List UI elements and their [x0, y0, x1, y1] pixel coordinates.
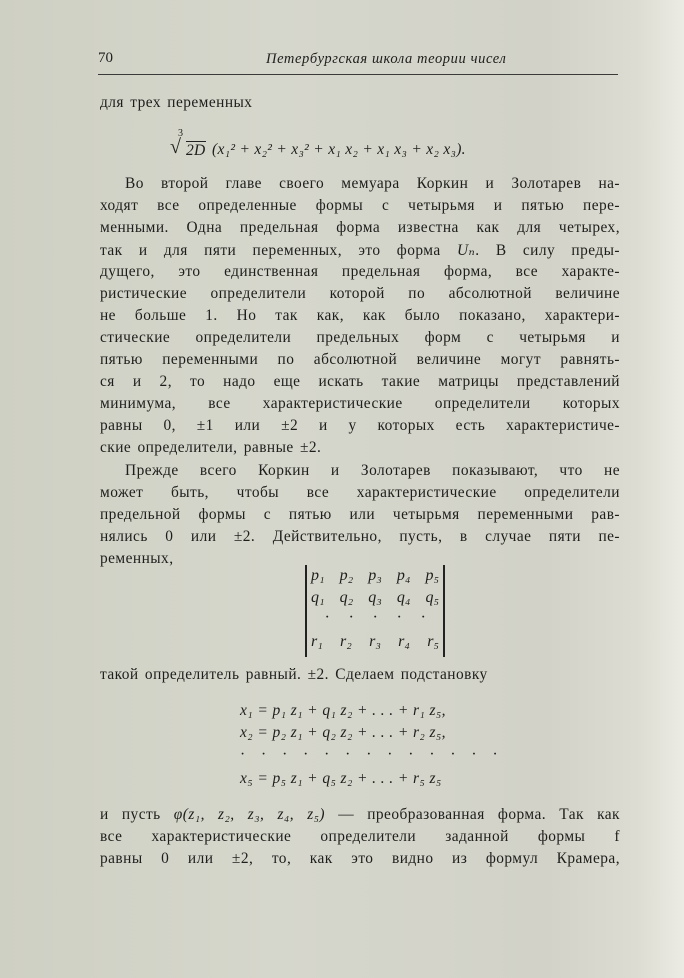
equation-dots: · · · · · · · · · · · · ·: [240, 746, 504, 763]
text-line: [100, 806, 620, 824]
det-cell: ·: [325, 609, 329, 626]
running-title: Петербургская школа теории чисел: [266, 51, 507, 67]
determinant-row: [311, 633, 439, 651]
text-line: предельной формы с пятью или четырьмя переменными рав-: [100, 506, 620, 523]
det-cell: ·: [421, 609, 425, 626]
equation-line: x₂ = p₂ z₁ + q₂ z₂ + . . . + r₂ z₅,: [240, 724, 446, 741]
radical-sign-icon: √: [170, 136, 181, 158]
det-cell: q₁: [311, 589, 325, 606]
math-U-n: Uₙ: [456, 242, 476, 259]
det-cell: p₄: [396, 567, 411, 584]
det-cell: p₂: [339, 567, 354, 584]
text-line: нялись 0 или ±2. Действительно, пусть, в случае пяти пе-: [100, 528, 620, 545]
det-cell: q₅: [425, 589, 439, 606]
determinant-row: [311, 589, 439, 607]
page-header: [98, 48, 618, 75]
text-fragment: так и для пяти переменных, это форма: [100, 242, 457, 259]
text-line: может быть, чтобы все характеристические определители: [100, 484, 620, 501]
equation-line: x₅ = p₅ z₁ + q₅ z₂ + . . . + r₅ z₅: [240, 770, 442, 787]
root-index: 3: [178, 128, 183, 139]
det-cell: p₅: [425, 567, 439, 584]
det-cell: q₂: [339, 589, 354, 606]
det-cell: p₃: [368, 567, 382, 584]
det-cell: ·: [373, 609, 377, 626]
determinant: [305, 565, 445, 657]
text-fragment: — преобразованная форма. Так как: [325, 806, 620, 823]
determinant-row: [311, 567, 439, 585]
text-line: ся и 2, то надо еще искать такие матрицы представлений: [100, 373, 620, 390]
det-cell: ·: [349, 609, 353, 626]
det-cell: r₃: [369, 633, 381, 650]
text-line: ристические определители которой по абсолютной величине: [100, 285, 620, 302]
text-line: минимума, все характеристические определители которых: [100, 395, 620, 412]
radicand: 2D: [186, 142, 206, 159]
text-line: менными. Одна предельная форма известна как для четырех,: [100, 219, 620, 236]
determinant-row: [311, 609, 439, 627]
text-line: пятью переменными по абсолютной величине могут равнять-: [100, 351, 620, 368]
paragraph-line: Во второй главе своего мемуара Коркин и Золотарев на-: [125, 175, 620, 192]
paragraph-line: Прежде всего Коркин и Золотарев показывают, что не: [125, 462, 620, 479]
formula-body: (x₁² + x₂² + x₃² + x₁ x₂ + x₁ x₃ + x₂ x₃).: [212, 141, 466, 158]
page-number: 70: [98, 50, 113, 66]
det-cell: ·: [397, 609, 401, 626]
det-cell: r₁: [311, 633, 323, 650]
text-line: такой определитель равный. ±2. Сделаем подстановку: [100, 666, 488, 683]
text-line: [100, 241, 620, 260]
text-line: равны 0, ±1 или ±2 и у которых есть характеристиче-: [100, 417, 620, 434]
text-line: ременных,: [100, 550, 174, 567]
det-cell: r₄: [398, 633, 410, 650]
math-phi: φ(z₁, z₂, z₃, z₄, z₅): [173, 806, 326, 823]
text-line: все характеристические определители заданной формы f: [100, 828, 620, 845]
det-cell: p₁: [311, 567, 325, 584]
text-line: ходят все определенные формы с четырьмя и пятью пере-: [100, 197, 620, 214]
text-line: ские определители, равные ±2.: [100, 439, 322, 456]
text-fragment: . В силу преды-: [475, 242, 620, 259]
text-line: равны 0 или ±2, то, как это видно из формул Крамера,: [100, 850, 620, 867]
det-cell: q₄: [396, 589, 411, 606]
text-line: стические определители предельных форм с четырьмя и: [100, 329, 620, 346]
text-fragment: и пусть: [100, 806, 174, 823]
text-line: не больше 1. Но так как, как было показано, характери-: [100, 307, 620, 324]
det-cell: q₃: [368, 589, 382, 606]
equation-line: x₁ = p₁ z₁ + q₁ z₂ + . . . + r₁ z₅,: [240, 702, 446, 719]
det-cell: r₅: [427, 633, 439, 650]
text-line: для трех переменных: [100, 94, 253, 111]
text-line: дущего, это единственная предельная форма, все характе-: [100, 263, 620, 280]
det-cell: r₂: [340, 633, 352, 650]
